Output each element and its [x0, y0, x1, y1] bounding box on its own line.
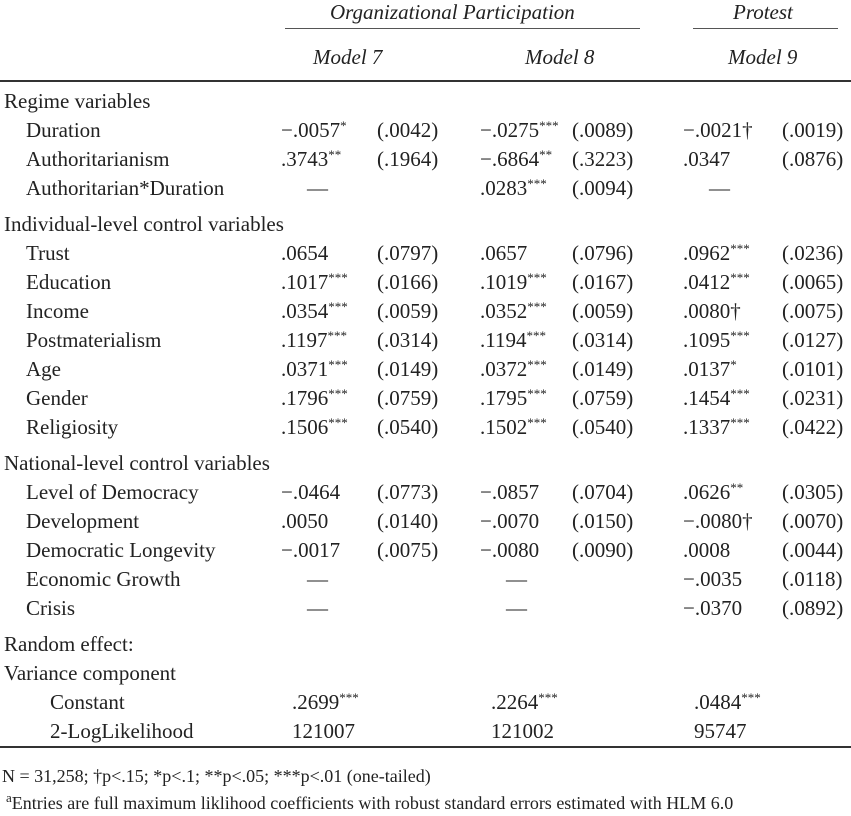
- footnote-significance: N = 31,258; †p<.15; *p<.1; **p<.05; ***p<.01 (one-tailed): [2, 766, 431, 786]
- standard-error-cell: (.0704): [572, 480, 634, 504]
- coefficient-value: .1454: [683, 386, 731, 410]
- row-label: Individual-level control variables: [4, 212, 284, 236]
- table-row: [0, 174, 851, 203]
- significance-stars: ***: [730, 270, 750, 285]
- coefficient-value: —: [506, 567, 527, 591]
- coefficient-value: −.0057: [281, 118, 341, 142]
- row-label: Trust: [26, 241, 70, 265]
- significance-stars: **: [539, 147, 553, 162]
- standard-error-cell: (.0019): [782, 118, 844, 142]
- header-bottom-rule: [0, 80, 851, 82]
- coefficient-cell: [281, 507, 328, 536]
- standard-error-cell: (.0231): [782, 386, 844, 410]
- coefficient-value: .0372: [480, 357, 528, 381]
- standard-error-cell: (.0149): [377, 357, 439, 381]
- coefficient-cell: [683, 326, 750, 355]
- coefficient-cell: [683, 268, 750, 297]
- coefficient-value: −.0070: [480, 509, 540, 533]
- coefficient-cell: [292, 688, 359, 717]
- row-label: Variance component: [4, 661, 177, 685]
- coefficient-value: .0654: [281, 241, 329, 265]
- coefficient-value: .0283: [480, 176, 528, 200]
- row-label: Age: [26, 357, 61, 381]
- standard-error-cell: (.0773): [377, 480, 439, 504]
- coefficient-cell: [480, 384, 547, 413]
- coefficient-value: .0080†: [683, 299, 741, 323]
- table-row: [0, 478, 851, 507]
- coefficient-value: 95747: [694, 719, 747, 743]
- coefficient-value: .0050: [281, 509, 329, 533]
- significance-stars: ***: [730, 386, 750, 401]
- coefficient-cell: [480, 268, 547, 297]
- coefficient-value: −.0857: [480, 480, 540, 504]
- coefficient-cell: [683, 145, 730, 174]
- coefficient-value: 121007: [292, 719, 355, 743]
- standard-error-cell: (.0094): [572, 176, 634, 200]
- significance-stars: ***: [527, 357, 547, 372]
- coefficient-value: .1095: [683, 328, 731, 352]
- significance-stars: ***: [538, 690, 558, 705]
- standard-error-cell: (.0540): [572, 415, 634, 439]
- coefficient-cell: [480, 174, 547, 203]
- significance-stars: ***: [328, 357, 348, 372]
- row-label: Religiosity: [26, 415, 119, 439]
- coefficient-cell: [281, 145, 341, 174]
- significance-stars: ***: [328, 299, 348, 314]
- standard-error-cell: (.0075): [377, 538, 439, 562]
- significance-stars: **: [730, 480, 744, 495]
- table-row: [0, 536, 851, 565]
- coefficient-cell: [480, 145, 552, 174]
- coefficient-cell: [480, 536, 539, 565]
- coefficient-cell: [683, 384, 750, 413]
- significance-stars: ***: [328, 415, 348, 430]
- coefficient-cell: [281, 478, 340, 507]
- coefficient-cell: [683, 116, 753, 145]
- coefficient-cell: [683, 297, 741, 326]
- significance-stars: ***: [527, 386, 547, 401]
- row-label: National-level control variables: [4, 451, 270, 475]
- coefficient-value: —: [307, 567, 328, 591]
- coefficient-value: −.0080: [480, 538, 540, 562]
- coefficient-value: .1337: [683, 415, 731, 439]
- standard-error-cell: (.0314): [377, 328, 439, 352]
- standard-error-cell: (.0314): [572, 328, 634, 352]
- coefficient-cell: [281, 384, 348, 413]
- coefficient-cell: [281, 268, 348, 297]
- standard-error-cell: (.0101): [782, 357, 844, 381]
- standard-error-cell: (.0127): [782, 328, 844, 352]
- standard-error-cell: (.1964): [377, 147, 439, 171]
- coefficient-cell: [307, 594, 328, 623]
- significance-stars: ***: [526, 328, 546, 343]
- section-header: [0, 630, 851, 659]
- significance-stars: ***: [730, 415, 750, 430]
- coefficient-value: .2699: [292, 690, 340, 714]
- significance-stars: ***: [328, 270, 348, 285]
- coefficient-cell: [281, 239, 328, 268]
- coefficient-value: −.0017: [281, 538, 341, 562]
- row-label: Crisis: [26, 596, 76, 620]
- coefficient-cell: [683, 413, 750, 442]
- standard-error-cell: (.0236): [782, 241, 844, 265]
- standard-error-cell: (.0059): [572, 299, 634, 323]
- standard-error-cell: (.0876): [782, 147, 844, 171]
- coefficient-cell: [307, 565, 328, 594]
- standard-error-cell: (.0118): [782, 567, 843, 591]
- coefficient-cell: [480, 355, 547, 384]
- coefficient-value: 121002: [491, 719, 554, 743]
- coefficient-value: .0347: [683, 147, 731, 171]
- significance-stars: *: [340, 118, 347, 133]
- table-row: [0, 413, 851, 442]
- table-row: [0, 355, 851, 384]
- significance-stars: ***: [527, 299, 547, 314]
- coefficient-cell: [307, 174, 328, 203]
- table-row: [0, 145, 851, 174]
- significance-stars: ***: [527, 176, 547, 191]
- standard-error-cell: (.0075): [782, 299, 844, 323]
- coefficient-value: .0371: [281, 357, 329, 381]
- model-header-8: Model 8: [525, 45, 595, 69]
- row-label: Income: [26, 299, 89, 323]
- significance-stars: ***: [730, 328, 750, 343]
- significance-stars: ***: [339, 690, 359, 705]
- significance-stars: ***: [527, 415, 547, 430]
- table-row: [0, 594, 851, 623]
- coefficient-cell: [491, 688, 558, 717]
- row-label: Democratic Longevity: [26, 538, 216, 562]
- coefficient-cell: [480, 413, 547, 442]
- table-row: [0, 565, 851, 594]
- footnote-marker: a: [6, 790, 12, 805]
- section-header: [0, 449, 851, 478]
- coefficient-value: .2264: [491, 690, 539, 714]
- row-label: Development: [26, 509, 140, 533]
- significance-stars: ***: [527, 270, 547, 285]
- standard-error-cell: (.0044): [782, 538, 844, 562]
- coefficient-value: .1019: [480, 270, 528, 294]
- row-label: Postmaterialism: [26, 328, 162, 352]
- standard-error-cell: (.0305): [782, 480, 844, 504]
- coefficient-value: −.0464: [281, 480, 341, 504]
- coefficient-cell: [480, 326, 546, 355]
- standard-error-cell: (.0140): [377, 509, 439, 533]
- section-header: [0, 87, 851, 116]
- model-header-7: Model 7: [313, 45, 383, 69]
- coefficient-cell: [683, 355, 737, 384]
- coefficient-value: .1502: [480, 415, 528, 439]
- row-label: Authoritarianism: [26, 147, 170, 171]
- row-label: Constant: [50, 690, 125, 714]
- coefficient-cell: [506, 594, 527, 623]
- group-header-protest: Protest: [733, 0, 793, 24]
- coefficient-cell: [694, 688, 761, 717]
- coefficient-cell: [281, 326, 347, 355]
- coefficient-cell: [683, 239, 750, 268]
- coefficient-cell: [683, 536, 730, 565]
- coefficient-value: .0484: [694, 690, 742, 714]
- coefficient-value: −.0080†: [683, 509, 753, 533]
- significance-stars: ***: [328, 386, 348, 401]
- coefficient-cell: [491, 717, 554, 746]
- significance-stars: ***: [539, 118, 559, 133]
- standard-error-cell: (.0167): [572, 270, 634, 294]
- coefficient-value: −.0275: [480, 118, 540, 142]
- table-row: [0, 268, 851, 297]
- coefficient-value: .0962: [683, 241, 731, 265]
- coefficient-value: .0657: [480, 241, 528, 265]
- coefficient-cell: [281, 355, 348, 384]
- row-label: Authoritarian*Duration: [26, 176, 225, 200]
- row-label: Random effect:: [4, 632, 134, 656]
- row-label: Level of Democracy: [26, 480, 199, 504]
- coefficient-value: .0352: [480, 299, 528, 323]
- significance-stars: ***: [741, 690, 761, 705]
- coefficient-value: .1506: [281, 415, 329, 439]
- table-row: [0, 507, 851, 536]
- coefficient-cell: [709, 174, 730, 203]
- group-rule-organizational: [285, 28, 640, 29]
- standard-error-cell: (.0759): [572, 386, 634, 410]
- coefficient-cell: [281, 297, 348, 326]
- coefficient-value: −.0035: [683, 567, 743, 591]
- significance-stars: ***: [730, 241, 750, 256]
- footnote-estimation-text: Entries are full maximum liklihood coefficients with robust standard errors estimated with HLM 6.0: [11, 793, 734, 813]
- row-label: Regime variables: [4, 89, 151, 113]
- table-row: [0, 688, 851, 717]
- table-row: [0, 116, 851, 145]
- coefficient-cell: [281, 536, 340, 565]
- standard-error-cell: (.0042): [377, 118, 439, 142]
- standard-error-cell: (.0540): [377, 415, 439, 439]
- table-row: [0, 717, 851, 746]
- significance-stars: *: [730, 357, 737, 372]
- standard-error-cell: (.0422): [782, 415, 844, 439]
- coefficient-value: .0626: [683, 480, 731, 504]
- table-row: [0, 297, 851, 326]
- coefficient-value: .1194: [480, 328, 527, 352]
- standard-error-cell: (.0059): [377, 299, 439, 323]
- standard-error-cell: (.0090): [572, 538, 634, 562]
- coefficient-value: —: [506, 596, 527, 620]
- standard-error-cell: (.0150): [572, 509, 634, 533]
- coefficient-value: .1796: [281, 386, 329, 410]
- coefficient-value: −.6864: [480, 147, 540, 171]
- coefficient-cell: [480, 116, 559, 145]
- coefficient-cell: [683, 594, 742, 623]
- coefficient-value: .0137: [683, 357, 731, 381]
- standard-error-cell: (.0759): [377, 386, 439, 410]
- coefficient-value: .0008: [683, 538, 731, 562]
- coefficient-cell: [683, 565, 742, 594]
- row-label: Education: [26, 270, 112, 294]
- table-row: [0, 326, 851, 355]
- standard-error-cell: (.0070): [782, 509, 844, 533]
- coefficient-cell: [683, 478, 743, 507]
- significance-stars: ***: [327, 328, 347, 343]
- table-bottom-rule: [0, 746, 851, 748]
- row-label: Duration: [26, 118, 101, 142]
- coefficient-value: .0412: [683, 270, 731, 294]
- group-header-organizational-participation: Organizational Participation: [330, 0, 575, 24]
- coefficient-cell: [292, 717, 355, 746]
- standard-error-cell: (.0892): [782, 596, 844, 620]
- standard-error-cell: (.0065): [782, 270, 844, 294]
- section-header: [0, 210, 851, 239]
- coefficient-cell: [694, 717, 747, 746]
- table-row: [0, 239, 851, 268]
- coefficient-cell: [506, 565, 527, 594]
- row-label: Gender: [26, 386, 88, 410]
- coefficient-value: .0354: [281, 299, 329, 323]
- coefficient-cell: [480, 297, 547, 326]
- coefficient-cell: [480, 239, 527, 268]
- group-rule-protest: [693, 28, 838, 29]
- standard-error-cell: (.0149): [572, 357, 634, 381]
- model-header-9: Model 9: [728, 45, 798, 69]
- coefficient-cell: [480, 478, 539, 507]
- row-label: 2-LogLikelihood: [50, 719, 194, 743]
- coefficient-value: —: [709, 176, 730, 200]
- coefficient-cell: [281, 413, 348, 442]
- coefficient-value: —: [307, 176, 328, 200]
- coefficient-cell: [281, 116, 347, 145]
- coefficient-value: —: [307, 596, 328, 620]
- coefficient-value: .1197: [281, 328, 328, 352]
- section-header: [0, 659, 851, 688]
- standard-error-cell: (.0089): [572, 118, 634, 142]
- coefficient-value: .3743: [281, 147, 329, 171]
- significance-stars: **: [328, 147, 342, 162]
- table-row: [0, 384, 851, 413]
- coefficient-value: .1017: [281, 270, 329, 294]
- coefficient-value: −.0370: [683, 596, 743, 620]
- standard-error-cell: (.3223): [572, 147, 634, 171]
- standard-error-cell: (.0796): [572, 241, 634, 265]
- standard-error-cell: (.0166): [377, 270, 439, 294]
- coefficient-cell: [480, 507, 539, 536]
- standard-error-cell: (.0797): [377, 241, 439, 265]
- footnote-estimation: [6, 790, 734, 814]
- coefficient-value: −.0021†: [683, 118, 753, 142]
- row-label: Economic Growth: [26, 567, 181, 591]
- coefficient-value: .1795: [480, 386, 528, 410]
- coefficient-cell: [683, 507, 753, 536]
